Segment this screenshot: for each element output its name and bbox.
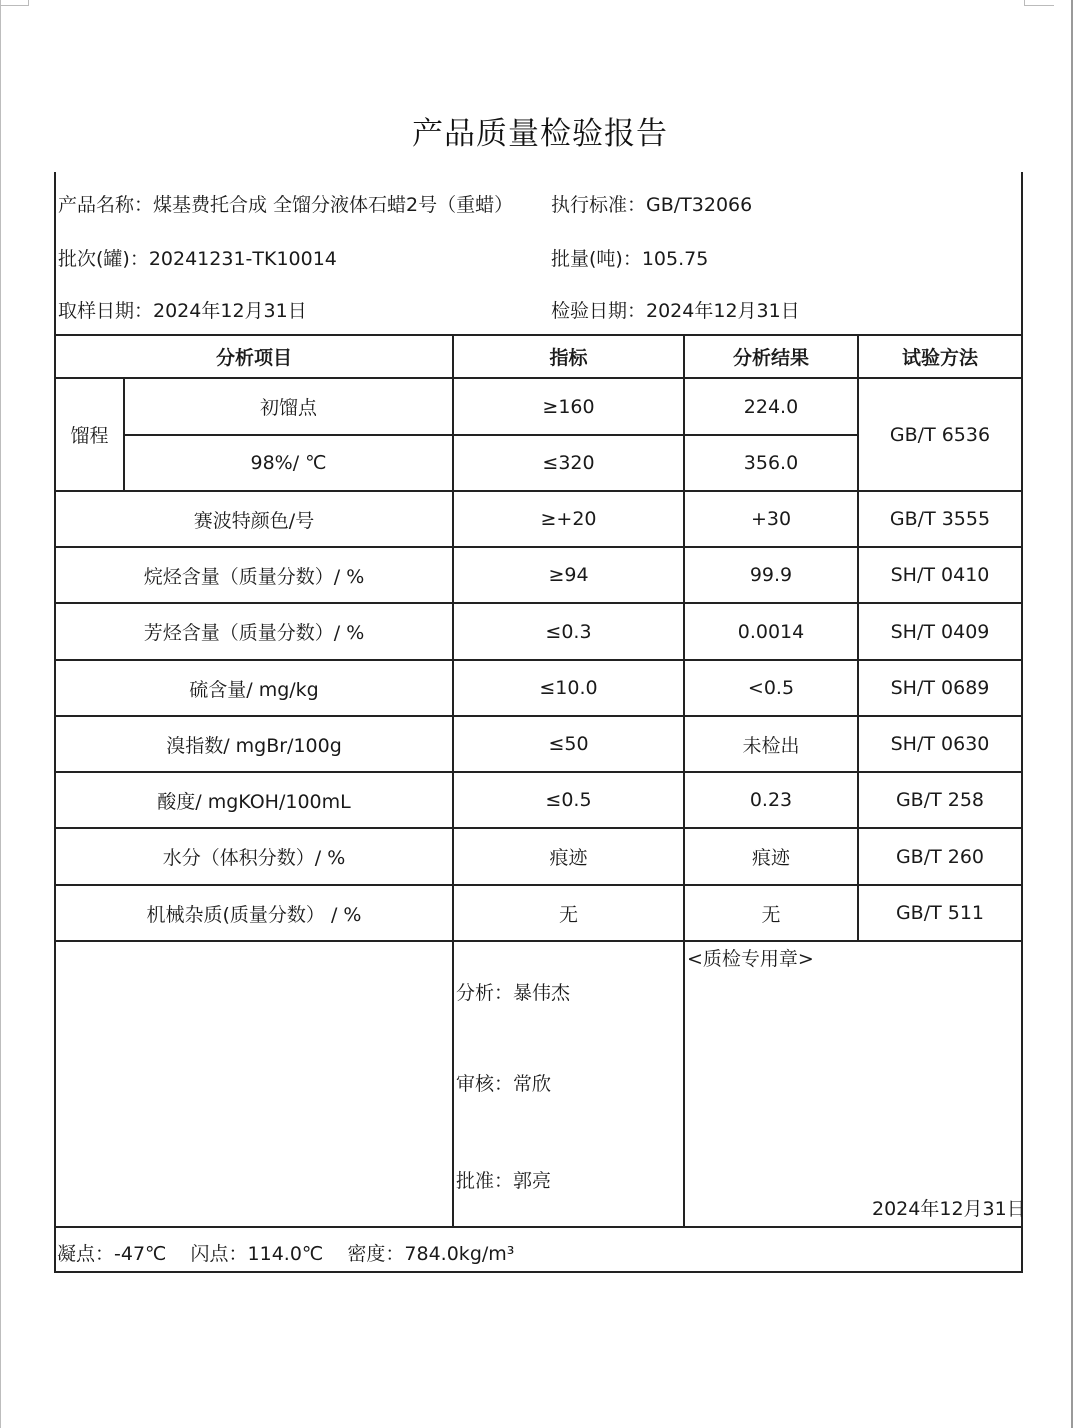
table-cell-spec: ≤0.5 [545, 789, 592, 811]
table-cell-spec: 无 [558, 903, 578, 926]
table-cell-method: SH/T 0409 [890, 620, 990, 643]
table-cell-spec: ≤320 [542, 452, 595, 474]
crop-mark-top-right [1024, 5, 1054, 6]
table-cell-result: +30 [750, 508, 792, 530]
table-cell-spec: ≥+20 [540, 508, 597, 530]
reviewer-signature: 审核：常欣 [456, 1073, 552, 1095]
table-cell-spec: ≤10.0 [539, 677, 598, 699]
product-name: 产品名称：煤基费托合成 全馏分液体石蜡2号（重蜡） [58, 194, 514, 216]
inspection-date: 检验日期：2024年12月31日 [551, 300, 800, 322]
table-cell-method: GB/T 511 [895, 902, 985, 924]
approver-signature: 批准：郭亮 [456, 1170, 552, 1192]
table-cell-method: GB/T 260 [895, 845, 985, 868]
report-title: 产品质量检验报告 [412, 116, 668, 152]
batch-quantity: 批量(吨)：105.75 [551, 248, 709, 270]
batch-number: 批次(罐)：20241231-TK10014 [58, 248, 337, 270]
table-cell-result: 0.23 [749, 789, 793, 811]
table-cell-item: 水分（体积分数）/ % [162, 847, 346, 869]
page-edge-right [1071, 0, 1073, 1428]
table-cell-spec: ≤50 [548, 733, 589, 755]
table-cell-item: 初馏点 [259, 397, 317, 419]
table-cell-method: SH/T 0410 [890, 564, 990, 586]
table-cell-method: GB/T 258 [895, 789, 985, 811]
table-cell-item: 机械杂质(质量分数） / % [146, 903, 362, 926]
table-cell-spec: 痕迹 [549, 847, 588, 869]
quality-stamp-label: <质检专用章> [687, 948, 814, 970]
header-specification: 指标 [549, 347, 588, 369]
table-cell-result: <0.5 [747, 677, 795, 699]
table-cell-item: 硫含量/ mg/kg [189, 678, 319, 701]
executive-standard: 执行标准：GB/T32066 [551, 194, 753, 216]
header-result: 分析结果 [732, 347, 809, 369]
table-cell-method: SH/T 0689 [890, 677, 990, 699]
table-cell-item: 赛波特颜色/号 [193, 509, 315, 532]
table-cell-result: 356.0 [743, 452, 799, 474]
table-cell-item: 烷烃含量（质量分数）/ % [143, 565, 365, 588]
table-cell-item: 酸度/ mgKOH/100mL [157, 790, 351, 813]
analyst-signature: 分析：暴伟杰 [456, 982, 571, 1004]
table-cell-method: GB/T 3555 [889, 508, 991, 530]
table-cell-result: 0.0014 [737, 620, 805, 643]
table-cell-result: 无 [761, 903, 781, 926]
distillation-group-label: 馏程 [70, 425, 109, 447]
table-cell-item: 溴指数/ mgBr/100g [166, 734, 342, 757]
crop-mark-top-left-h [0, 5, 29, 6]
header-test-method: 试验方法 [901, 347, 978, 369]
table-cell-result: 痕迹 [751, 847, 790, 869]
table-cell-result: 99.9 [749, 564, 793, 586]
table-cell-item: 98%/ ℃ [250, 452, 327, 474]
table-cell-spec: ≥94 [548, 564, 589, 586]
info-border-left [54, 172, 56, 336]
footer-properties: 凝点：-47℃ 闪点：114.0℃ 密度：784.0kg/m³ [57, 1243, 515, 1265]
stamp-date: 2024年12月31日 [872, 1198, 1026, 1220]
crop-mark-top-right-v [1024, 0, 1025, 6]
table-cell-result: 未检出 [742, 734, 800, 757]
table-cell-result: 224.0 [743, 395, 799, 418]
table-cell-spec: ≥160 [542, 395, 595, 418]
table-cell-spec: ≤0.3 [545, 620, 592, 643]
info-border-right [1021, 172, 1023, 336]
page-edge-left [0, 0, 1, 1428]
distillation-method: GB/T 6536 [889, 423, 991, 446]
sampling-date: 取样日期：2024年12月31日 [58, 300, 307, 322]
header-analysis-item: 分析项目 [215, 347, 292, 369]
table-cell-method: SH/T 0630 [890, 733, 990, 755]
table-cell-item: 芳烃含量（质量分数）/ % [143, 622, 365, 644]
